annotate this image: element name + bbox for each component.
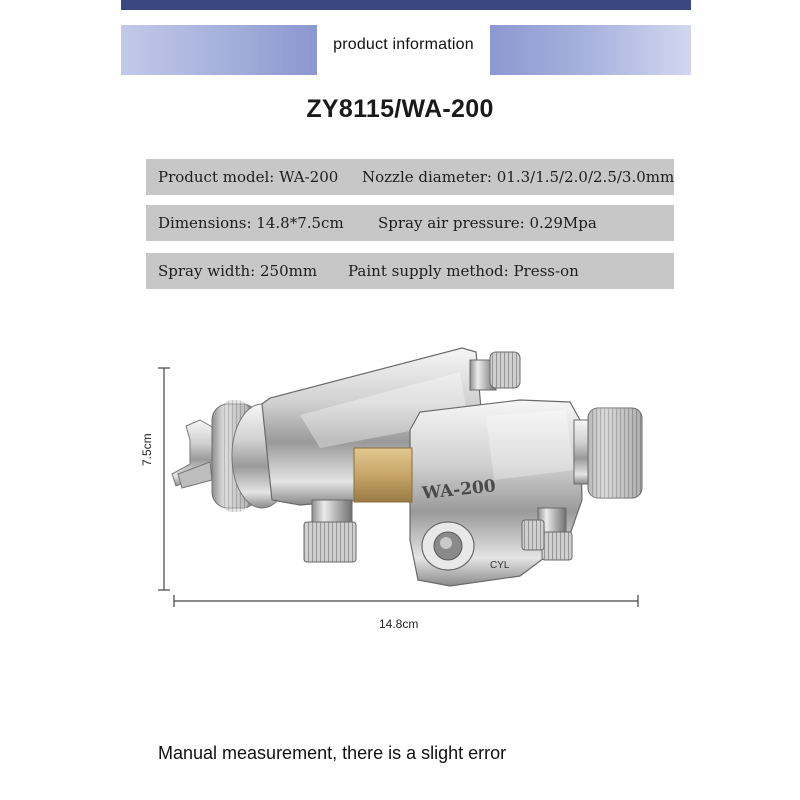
banner-title: product information	[333, 36, 474, 53]
spec-air-pressure: Spray air pressure: 0.29Mpa	[378, 214, 597, 232]
measurement-note: Manual measurement, there is a slight error	[158, 743, 507, 763]
brass-fluid-block	[354, 448, 412, 502]
width-dimension-label: 14.8cm	[379, 617, 419, 631]
model-title: ZY8115/WA-200	[306, 95, 494, 123]
spray-gun-illustration	[145, 340, 655, 640]
engraved-model-text: WA-200	[421, 476, 497, 504]
height-dimension-label: 7.5cm	[140, 433, 154, 466]
spec-row	[146, 159, 674, 195]
rear-adjust-knob	[574, 408, 642, 498]
spec-spray-width: Spray width: 250mm	[158, 262, 318, 280]
spec-row	[146, 253, 674, 289]
width-dimension-line	[174, 595, 638, 607]
fluid-inlet-fitting	[304, 500, 356, 562]
spec-nozzle-diameter: Nozzle diameter: 01.3/1.5/2.0/2.5/3.0mm	[362, 168, 675, 186]
nozzle-tip	[172, 420, 214, 488]
spec-product-model: Product model: WA-200	[158, 168, 339, 186]
banner-gradient-left	[121, 25, 317, 75]
height-dimension-line	[158, 368, 170, 590]
spec-paint-supply: Paint supply method: Press-on	[348, 262, 579, 280]
spec-row	[146, 205, 674, 241]
top-accent-bar	[121, 0, 691, 10]
banner-gradient-right	[490, 25, 691, 75]
spec-dimensions: Dimensions: 14.8*7.5cm	[158, 214, 344, 232]
top-adjuster	[470, 352, 520, 390]
engraved-brand-mark: CYL	[490, 560, 510, 571]
